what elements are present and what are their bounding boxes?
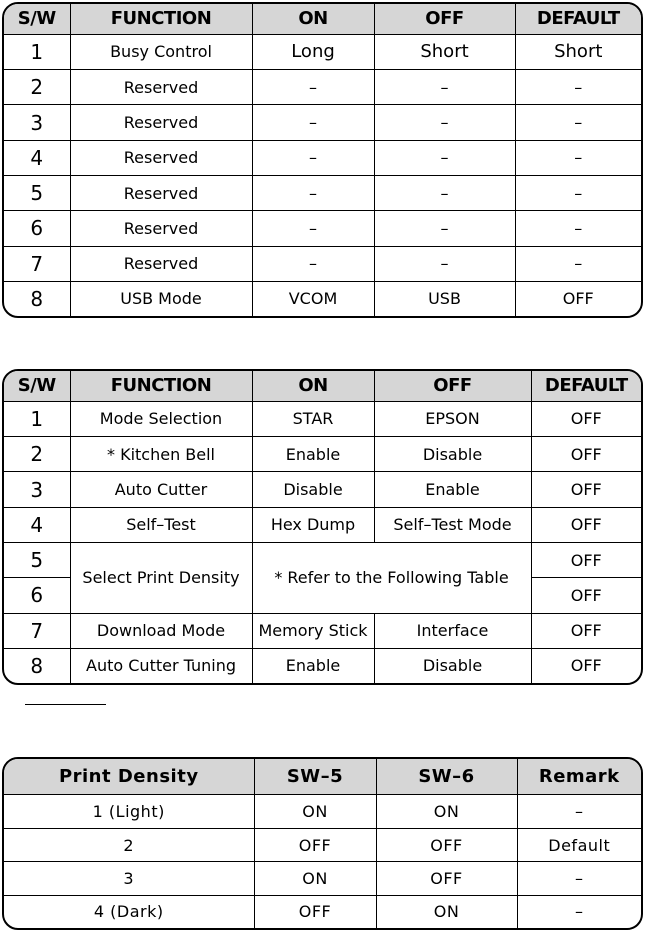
sw6-cell: OFF — [376, 828, 517, 861]
default-cell: – — [515, 211, 641, 246]
header-function: FUNCTION — [70, 4, 252, 34]
function-cell: * Kitchen Bell — [70, 437, 252, 472]
footnote-divider — [25, 704, 106, 705]
table-row — [4, 175, 641, 210]
function-cell: Reserved — [70, 175, 252, 210]
default-cell: – — [515, 70, 641, 105]
density-cell: 3 — [4, 862, 254, 895]
header-remark: Remark — [517, 759, 641, 795]
default-cell: Short — [515, 34, 641, 69]
off-cell: Self–Test Mode — [374, 507, 531, 542]
off-cell: USB — [374, 281, 515, 316]
switch-number: 7 — [4, 246, 70, 281]
function-cell: USB Mode — [70, 281, 252, 316]
switch-number: 3 — [4, 472, 70, 507]
function-cell: Reserved — [70, 246, 252, 281]
switch-number: 5 — [4, 542, 70, 577]
dip-switch-table-2 — [2, 369, 643, 685]
off-cell: – — [374, 246, 515, 281]
default-cell: OFF — [531, 401, 641, 436]
function-cell: Auto Cutter — [70, 472, 252, 507]
table-row — [4, 70, 641, 105]
off-cell: – — [374, 70, 515, 105]
sw6-cell: ON — [376, 895, 517, 928]
switch-number: 5 — [4, 175, 70, 210]
on-cell: Enable — [252, 437, 374, 472]
switch-number: 3 — [4, 105, 70, 140]
function-cell: Self–Test — [70, 507, 252, 542]
remark-cell: Default — [517, 828, 641, 861]
table-row — [4, 542, 641, 577]
on-cell: Hex Dump — [252, 507, 374, 542]
off-cell: – — [374, 140, 515, 175]
remark-cell: – — [517, 795, 641, 828]
sw5-cell: OFF — [254, 828, 376, 861]
header-on: ON — [252, 371, 374, 401]
function-cell: Reserved — [70, 211, 252, 246]
default-cell: OFF — [531, 437, 641, 472]
function-cell: Reserved — [70, 70, 252, 105]
default-cell: OFF — [531, 472, 641, 507]
table-row — [4, 895, 641, 928]
switch-number: 1 — [4, 34, 70, 69]
off-cell: Short — [374, 34, 515, 69]
switch-number: 1 — [4, 401, 70, 436]
table-row — [4, 281, 641, 316]
off-cell: – — [374, 175, 515, 210]
switch-number: 8 — [4, 648, 70, 683]
on-cell: – — [252, 105, 374, 140]
sw5-cell: ON — [254, 795, 376, 828]
sw5-cell: OFF — [254, 895, 376, 928]
table-row — [4, 472, 641, 507]
function-cell: Select Print Density — [70, 542, 252, 613]
on-cell: Disable — [252, 472, 374, 507]
switch-number: 6 — [4, 211, 70, 246]
on-cell: – — [252, 246, 374, 281]
off-cell: – — [374, 211, 515, 246]
on-cell: – — [252, 140, 374, 175]
switch-number: 7 — [4, 613, 70, 648]
density-cell: 1 (Light) — [4, 795, 254, 828]
default-cell: OFF — [531, 507, 641, 542]
default-cell: OFF — [531, 613, 641, 648]
table-row — [4, 105, 641, 140]
remark-cell: – — [517, 862, 641, 895]
off-cell: Enable — [374, 472, 531, 507]
header-print-density: Print Density — [4, 759, 254, 795]
header-sw: S/W — [4, 371, 70, 401]
header-default: DEFAULT — [531, 371, 641, 401]
default-cell: OFF — [531, 542, 641, 577]
density-cell: 4 (Dark) — [4, 895, 254, 928]
default-cell: OFF — [531, 578, 641, 613]
dip-switch-table-1 — [2, 2, 643, 318]
function-cell: Reserved — [70, 105, 252, 140]
function-cell: Busy Control — [70, 34, 252, 69]
off-cell: EPSON — [374, 401, 531, 436]
remark-cell: – — [517, 895, 641, 928]
function-cell: Mode Selection — [70, 401, 252, 436]
table-row — [4, 401, 641, 436]
table-row — [4, 828, 641, 861]
on-cell: Enable — [252, 648, 374, 683]
default-cell: – — [515, 105, 641, 140]
default-cell: – — [515, 175, 641, 210]
header-sw5: SW–5 — [254, 759, 376, 795]
function-cell: Download Mode — [70, 613, 252, 648]
default-cell: – — [515, 246, 641, 281]
sw5-cell: ON — [254, 862, 376, 895]
table-row — [4, 862, 641, 895]
on-cell: VCOM — [252, 281, 374, 316]
sw6-cell: OFF — [376, 862, 517, 895]
off-cell: Disable — [374, 648, 531, 683]
switch-number: 4 — [4, 507, 70, 542]
table-row — [4, 246, 641, 281]
table-header-row — [4, 4, 641, 34]
density-cell: 2 — [4, 828, 254, 861]
header-sw6: SW–6 — [376, 759, 517, 795]
table-row — [4, 437, 641, 472]
table-header-row — [4, 371, 641, 401]
table-row — [4, 140, 641, 175]
function-cell: Auto Cutter Tuning — [70, 648, 252, 683]
table-row — [4, 795, 641, 828]
switch-number: 2 — [4, 437, 70, 472]
on-cell: Memory Stick — [252, 613, 374, 648]
switch-number: 6 — [4, 578, 70, 613]
density-note-cell: * Refer to the Following Table — [252, 542, 531, 613]
header-on: ON — [252, 4, 374, 34]
table-row — [4, 613, 641, 648]
sw6-cell: ON — [376, 795, 517, 828]
header-off: OFF — [374, 4, 515, 34]
switch-number: 8 — [4, 281, 70, 316]
default-cell: OFF — [515, 281, 641, 316]
table-row — [4, 648, 641, 683]
on-cell: STAR — [252, 401, 374, 436]
header-sw: S/W — [4, 4, 70, 34]
default-cell: OFF — [531, 648, 641, 683]
header-function: FUNCTION — [70, 371, 252, 401]
header-off: OFF — [374, 371, 531, 401]
table-row — [4, 507, 641, 542]
off-cell: Interface — [374, 613, 531, 648]
on-cell: Long — [252, 34, 374, 69]
print-density-table — [2, 757, 643, 930]
off-cell: – — [374, 105, 515, 140]
switch-number: 4 — [4, 140, 70, 175]
default-cell: – — [515, 140, 641, 175]
switch-number: 2 — [4, 70, 70, 105]
on-cell: – — [252, 70, 374, 105]
header-default: DEFAULT — [515, 4, 641, 34]
on-cell: – — [252, 211, 374, 246]
table-row — [4, 211, 641, 246]
table-row — [4, 34, 641, 69]
on-cell: – — [252, 175, 374, 210]
off-cell: Disable — [374, 437, 531, 472]
table-header-row — [4, 759, 641, 795]
function-cell: Reserved — [70, 140, 252, 175]
